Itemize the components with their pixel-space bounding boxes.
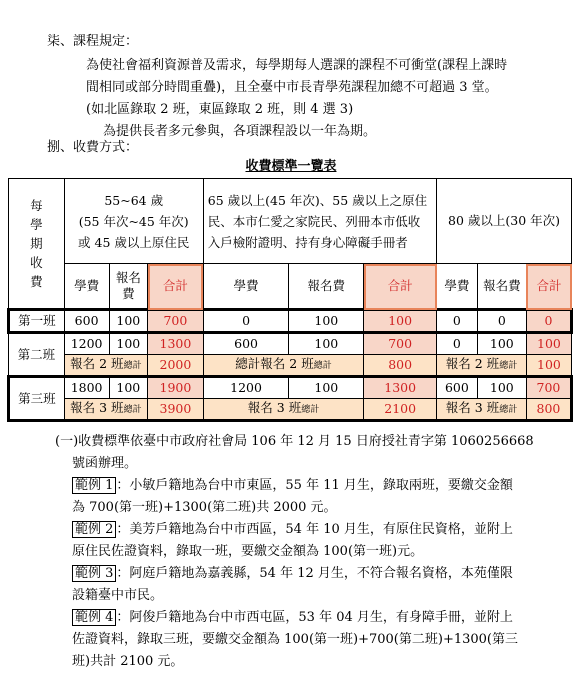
note1-line2: 號函辦理。 <box>72 456 138 471</box>
class1-g3-tuition: 0 <box>437 310 478 333</box>
example1-line2: 為 700(第一班)+1300(第二班)共 2000 元。 <box>72 500 337 515</box>
class3-g2-total: 1300 <box>364 377 437 399</box>
col-total-g2: 合計 <box>364 264 437 310</box>
section7-para1-line3: (如北區錄取 2 班，東區錄取 2 班，則 4 選 3) <box>86 102 354 117</box>
class3-g2-reg: 100 <box>289 377 364 399</box>
class3-g3-sum: 800 <box>526 399 571 421</box>
class3-g2-sum-label: 報名 3 班總計 <box>203 399 364 421</box>
col-tuition-g1: 學費 <box>64 264 109 310</box>
class3-g3-tuition: 600 <box>437 377 478 399</box>
class3-g3-reg: 100 <box>477 377 526 399</box>
class2-g1-reg: 100 <box>109 333 148 355</box>
class1-g1-reg: 100 <box>109 310 148 333</box>
class1-g2-tuition: 0 <box>203 310 289 333</box>
example3-tag: 範例 3 <box>72 565 116 582</box>
example3-line2: 設籍臺中市民。 <box>72 588 164 603</box>
class2-g3-sum-label: 報名 2 班總計 <box>437 355 527 377</box>
class3-g3-total: 700 <box>526 377 571 399</box>
fee-table-title: 收費標準一覽表 <box>245 159 337 174</box>
class3-g1-total: 1900 <box>148 377 204 399</box>
example1-line1: 範例 1 ：小敏戶籍地為台中市東區，55 年 11 月生，錄取兩班，要繳交金額 <box>72 477 513 495</box>
example2-line2: 原住民佐證資料，錄取一班，要繳交金額為 100(第一班)元。 <box>72 544 424 559</box>
class1-g3-total: 0 <box>526 310 571 333</box>
group-55-64-header: 55~64 歲 (55 年次~45 年次) 或 45 歲以上原住民 <box>64 179 203 264</box>
class2-g1-sum-label: 報名 2 班總計 <box>64 355 147 377</box>
example4-line2: 佐證資料，錄取三班，要繳交金額為 100(第一班)+700(第二班)+1300(第三 <box>72 632 518 647</box>
col-reg-g3: 報名費 <box>477 264 526 310</box>
col-reg-g2: 報名費 <box>289 264 364 310</box>
example2-line1: 範例 2 ：美芳戶籍地為台中市西區，54 年 10 月生，有原住民資格，並附上 <box>72 521 513 539</box>
section7-para1-line1: 為使社會福利資源普及需求，每學期每人選課的課程不可衝堂(課程上課時 <box>86 58 508 73</box>
section8-heading: 捌、收費方式： <box>47 140 139 155</box>
class2-g2-tuition: 600 <box>203 333 289 355</box>
class3-g1-sum-label: 報名 3 班總計 <box>64 399 147 421</box>
class3-g2-tuition: 1200 <box>203 377 289 399</box>
fee-table <box>7 178 573 422</box>
example4-tag: 範例 4 <box>72 609 116 626</box>
class2-g1-tuition: 1200 <box>64 333 109 355</box>
class2-g2-sum-label: 總計報名 2 班總計 <box>203 355 364 377</box>
class2-g2-reg: 100 <box>289 333 364 355</box>
class2-g3-total: 100 <box>526 333 571 355</box>
class1-g2-reg: 100 <box>289 310 364 333</box>
example1-tag: 範例 1 <box>72 477 116 494</box>
class3-g1-tuition: 1800 <box>64 377 109 399</box>
example3-line1: 範例 3 ：阿庭戶籍地為嘉義縣，54 年 12 月生，不符合報名資格，本苑僅限 <box>72 565 513 583</box>
class3-label: 第三班 <box>9 377 65 421</box>
example4-line1: 範例 4 ：阿俊戶籍地為台中市西屯區，53 年 04 月生，有身障手冊，並附上 <box>72 609 513 627</box>
class3-g1-sum: 3900 <box>148 399 204 421</box>
class3-g2-sum: 2100 <box>364 399 437 421</box>
class1-label: 第一班 <box>9 310 65 333</box>
class1-g2-total: 100 <box>364 310 437 333</box>
section7-heading: 柒、課程規定： <box>47 34 139 49</box>
class2-g1-total: 1300 <box>148 333 204 355</box>
class3-g3-sum-label: 報名 3 班總計 <box>437 399 527 421</box>
group-80-header: 80 歲以上(30 年次) <box>437 179 572 264</box>
class1-g1-total: 700 <box>148 310 204 333</box>
class3-g1-reg: 100 <box>109 377 148 399</box>
col-total-g3: 合計 <box>526 264 571 310</box>
class2-g3-reg: 100 <box>477 333 526 355</box>
col-reg-g1: 報名費 <box>109 264 148 310</box>
col-total-g1: 合計 <box>148 264 204 310</box>
note1-line1: (一)收費標準依臺中市政府社會局 106 年 12 月 15 日府授社青字第 1060256668 <box>55 434 534 449</box>
class2-g3-tuition: 0 <box>437 333 478 355</box>
class1-g3-reg: 0 <box>477 310 526 333</box>
class2-g2-sum: 800 <box>364 355 437 377</box>
class2-g2-total: 700 <box>364 333 437 355</box>
col-tuition-g3: 學費 <box>437 264 478 310</box>
section7-para2: 為提供長者多元參與，各項課程設以一年為期。 <box>103 124 377 139</box>
row-header-cell: 每 學 期 收 費 <box>9 179 65 310</box>
section7-para1-line2: 間相同或部分時間重疊)，且全臺中市長青學苑課程加總不可超過 3 堂。 <box>86 80 498 95</box>
class2-g3-sum: 100 <box>526 355 571 377</box>
example2-tag: 範例 2 <box>72 521 116 538</box>
example4-line3: 班)共計 2100 元。 <box>72 654 184 669</box>
col-tuition-g2: 學費 <box>203 264 289 310</box>
class2-g1-sum: 2000 <box>148 355 204 377</box>
class1-g1-tuition: 600 <box>64 310 109 333</box>
class2-label: 第二班 <box>9 333 65 377</box>
group-65-header: 65 歲以上(45 年次)、55 歲以上之原住民、本市仁愛之家院民、列冊本市低收入戶檢附證明、持有身心障礙手冊者 <box>203 179 436 264</box>
